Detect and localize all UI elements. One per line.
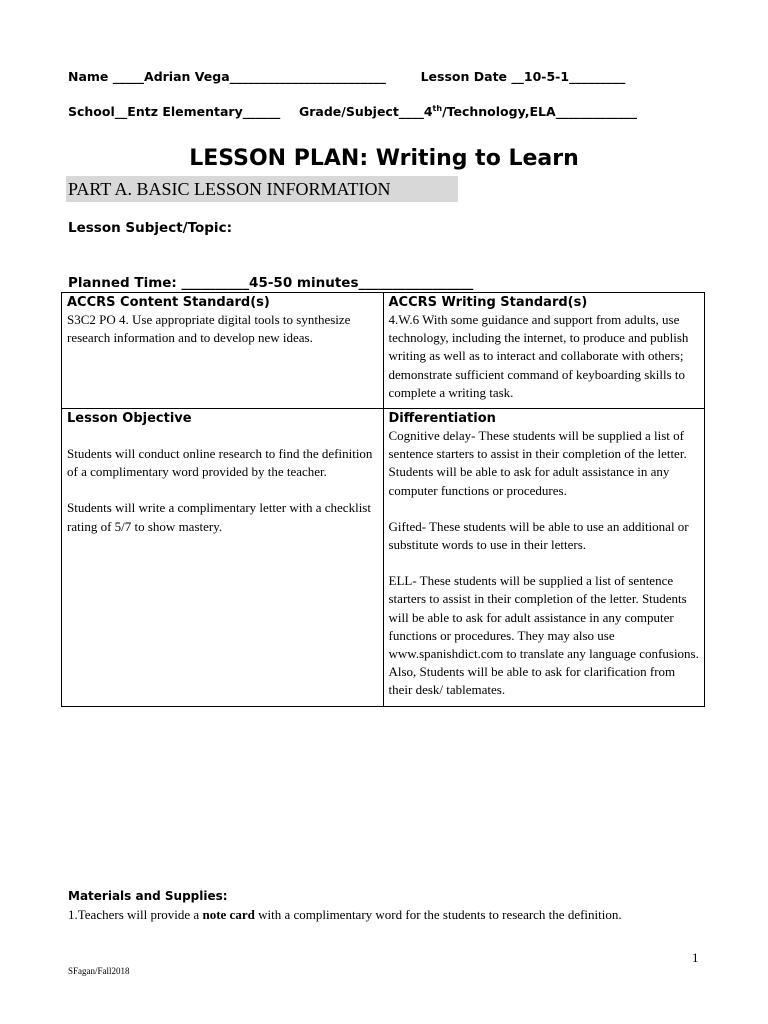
note-card-text: note card	[202, 907, 255, 922]
page-number: 1	[692, 950, 699, 965]
page-title: LESSON PLAN: Writing to Learn	[189, 146, 579, 171]
writing-standard-text: 4.W.6 With some guidance and support from adults, use technology, including the internet, to produce and publish writing as well as to interact and collaborate with others; demonstrate sufficient command of keyboarding skills to complete a writing task.	[388, 312, 689, 400]
planned-time-label: Planned Time:	[68, 275, 177, 291]
planned-time-line: Planned Time: __________45-50 minutes_________________	[68, 275, 474, 291]
differentiation-heading: Differentiation	[388, 411, 496, 427]
footer-credit: SFagan/Fall2018	[68, 966, 130, 976]
lesson-subject-topic: Lesson Subject/Topic:	[68, 220, 232, 236]
name-value: Adrian Vega	[144, 69, 230, 84]
writing-standard-cell	[383, 293, 705, 409]
planned-time-value: 45-50 minutes	[249, 275, 359, 291]
differentiation-gifted: Gifted- These students will be able to use an additional or substitute words to use in their letters.	[388, 518, 689, 553]
writing-standard-heading: ACCRS Writing Standard(s)	[388, 295, 588, 310]
differentiation-ell: ELL- These students will be supplied a list of sentence starters to assist in their completion of the letter. Students will be able to ask for adult assistance in any computer functions or procedures. They may also use www.spanishdict.com to translate any language confusions. Also, Students will be able to ask for clarification from their desk/ tablemates.	[388, 573, 699, 698]
lesson-date-label: Lesson Date	[420, 69, 508, 84]
materials-item: 1.Teachers will provide a note card with a complimentary word for the students to research the definition.	[68, 907, 622, 922]
grade-value: 4	[423, 104, 433, 120]
materials-heading: Materials and Supplies:	[68, 889, 228, 903]
name-date-line: Name _____Adrian Vega_________________________ Lesson Date __10-5-1_________	[68, 69, 626, 84]
subject-value: /Technology,ELA	[442, 104, 556, 120]
differentiation-cell	[383, 409, 705, 707]
content-standard-cell	[62, 293, 384, 409]
content-standard-text: S3C2 PO 4. Use appropriate digital tools to synthesize research information and to develop new ideas.	[67, 312, 351, 346]
name-label: Name	[68, 69, 109, 84]
objective-letter: Students will write a complimentary letter with a checklist rating of 5/7 to show mastery.	[67, 500, 371, 534]
content-standard-heading: ACCRS Content Standard(s)	[67, 295, 270, 310]
school-label: School	[68, 104, 115, 120]
lesson-info-table	[61, 292, 705, 707]
lesson-date-value: 10-5-1	[523, 69, 570, 84]
lesson-objective-cell	[62, 409, 384, 707]
part-a-heading: PART A. BASIC LESSON INFORMATION	[66, 176, 458, 202]
school-grade-line: School__Entz Elementary______ Grade/Subject____4th/Technology,ELA_____________	[68, 104, 637, 120]
objective-research: Students will conduct online research to find the definition of a complimentary word provided by the teacher.	[67, 446, 373, 480]
lesson-objective-heading: Lesson Objective	[67, 411, 192, 427]
grade-subject-label: Grade/Subject	[298, 104, 399, 120]
school-value: Entz Elementary	[127, 104, 243, 120]
differentiation-cognitive-delay: Cognitive delay- These students will be supplied a list of sentence starters to assist in their completion of the letter. Students will be able to ask for adult assistance in any computer functions or procedures.	[388, 428, 687, 498]
